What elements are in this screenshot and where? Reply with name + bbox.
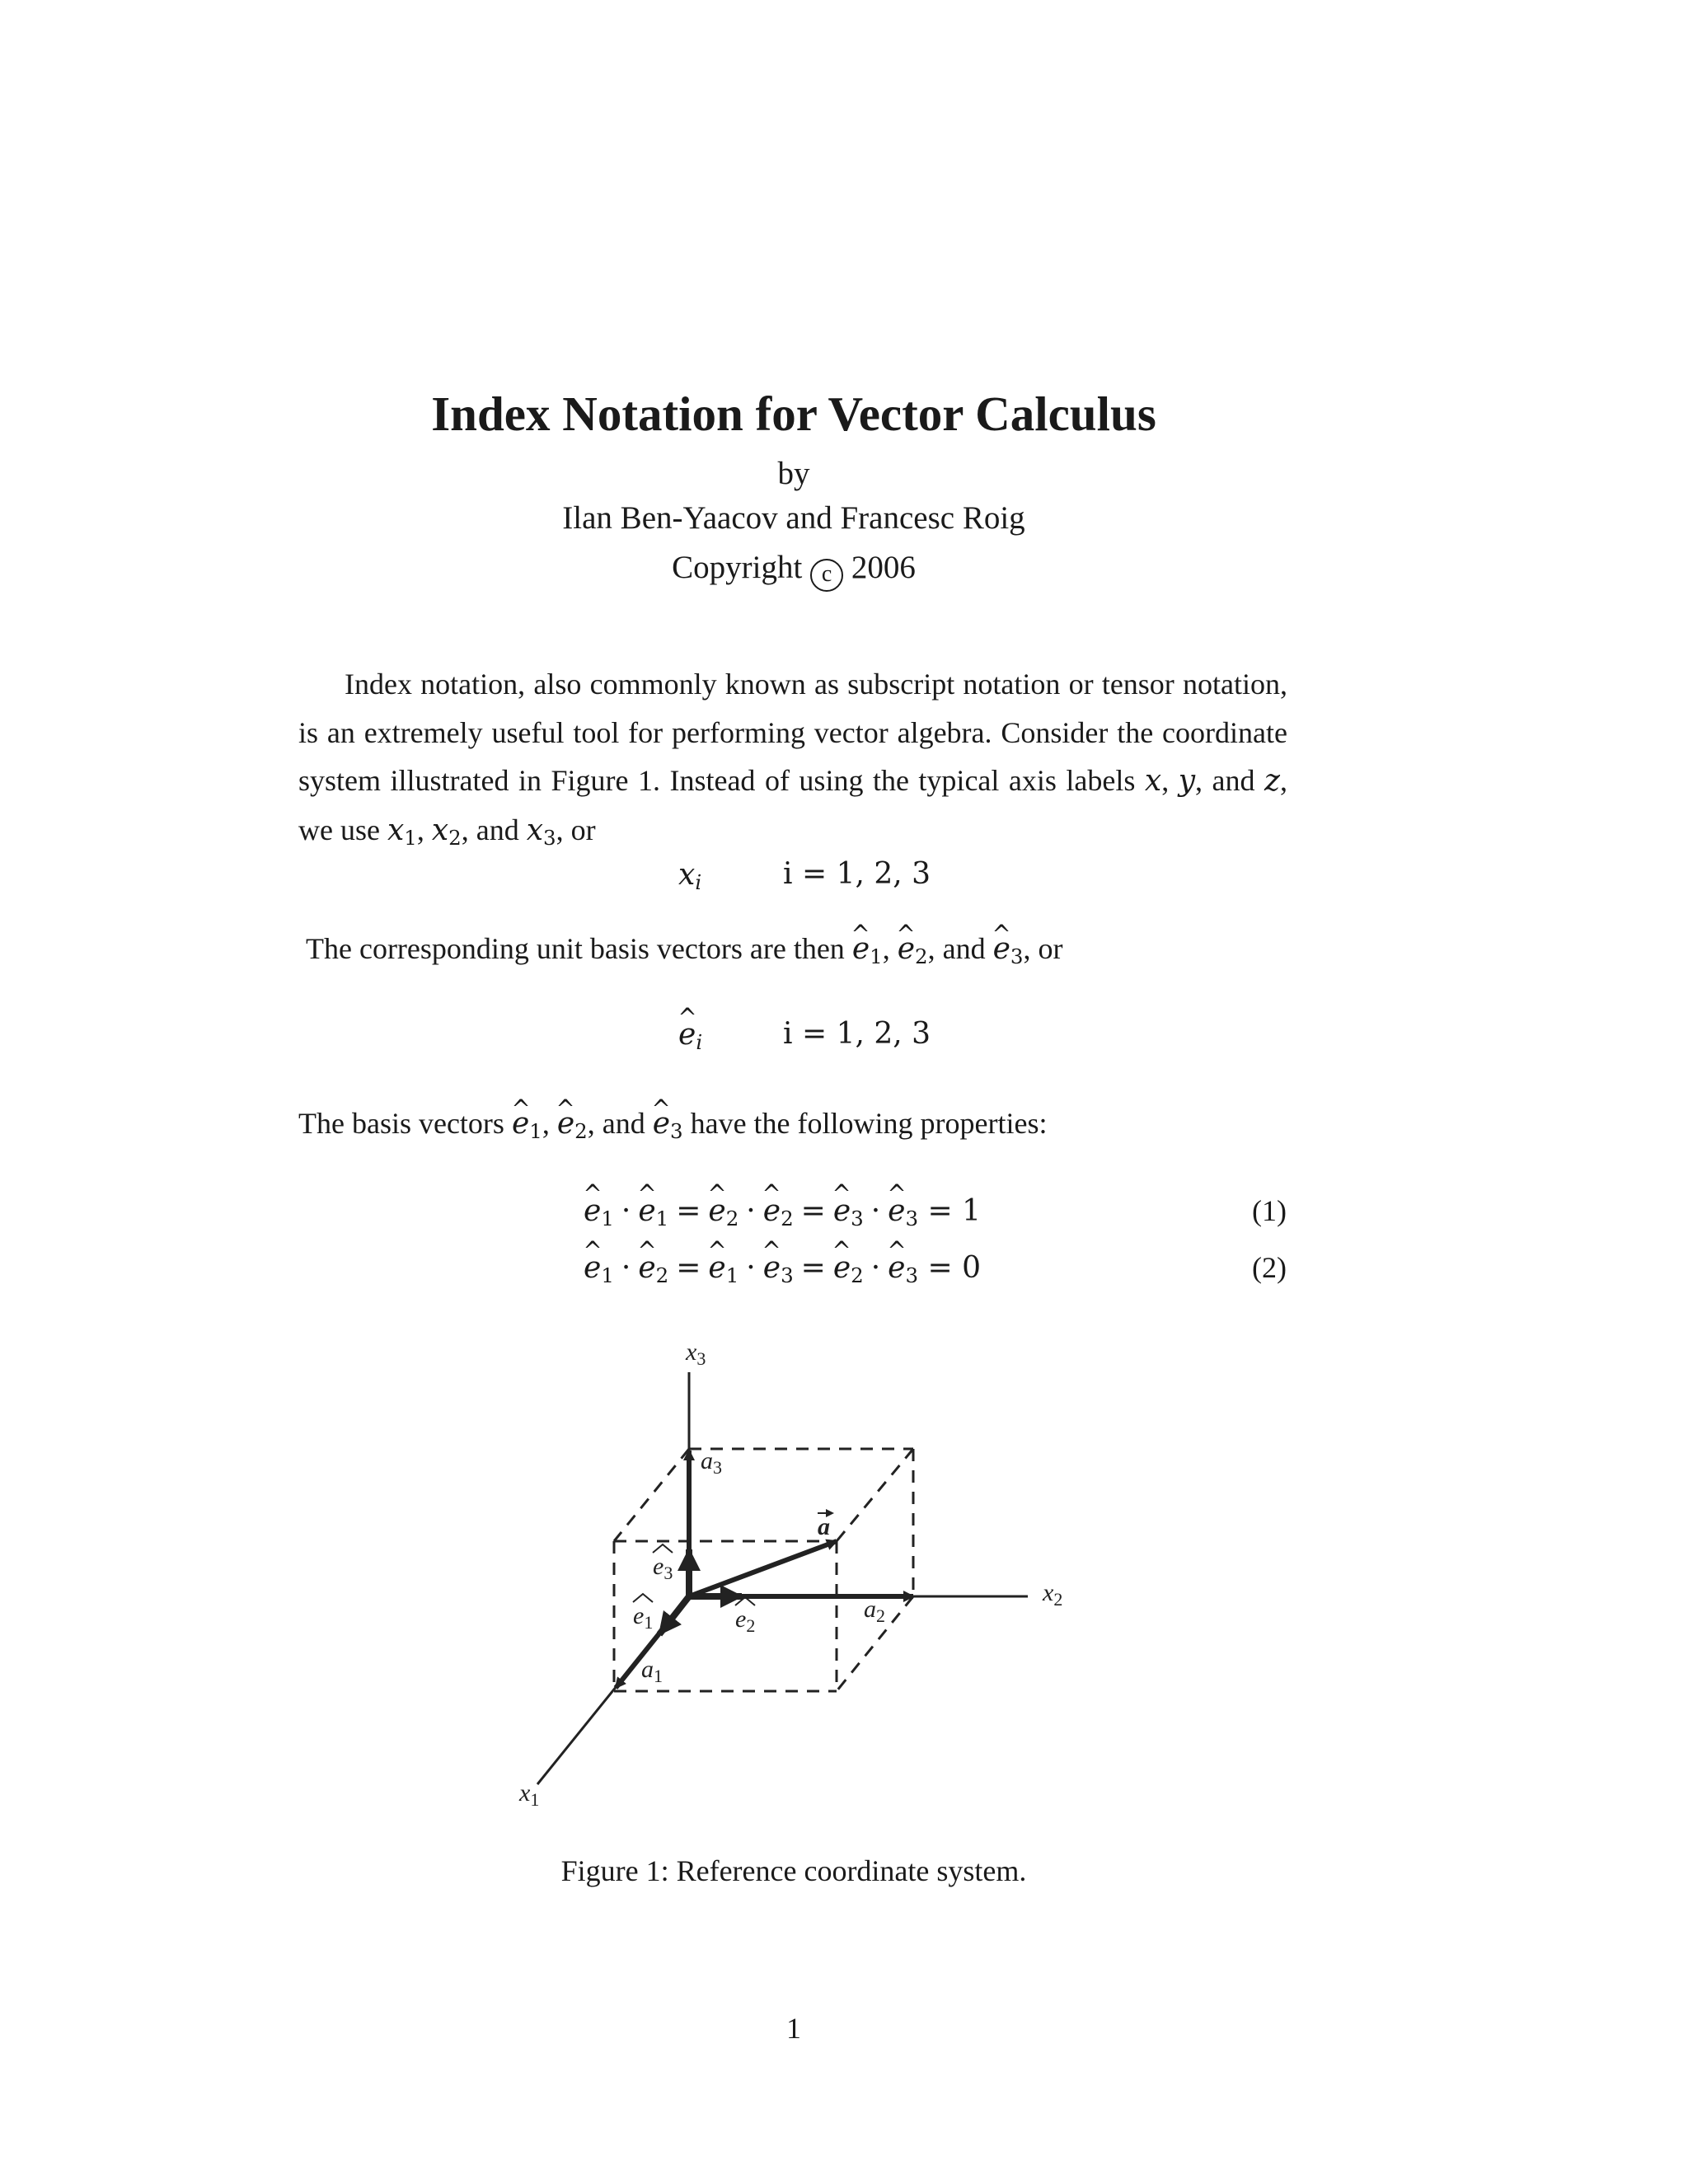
math-x: x	[1144, 764, 1162, 798]
para1-line4: we use $x_1$, $x_2$, and $x_3$, or	[298, 813, 596, 850]
page-number: 1	[786, 2012, 801, 2045]
display-ei-index: i	[696, 1030, 703, 1055]
copyright-symbol-letter: c	[821, 561, 832, 587]
label-vector-a: a	[818, 1513, 830, 1540]
label-x2: $x_2$	[1043, 1579, 1063, 1610]
equation-1-number: (1)	[1252, 1194, 1287, 1227]
equation-1: ^ $e_1$ · ^ $e_1$ = ^ $e_2$ · ^ $e_2$ = ^ $e_3$ · ^ $e_3 = 1$	[584, 1193, 981, 1228]
para3-and: , and	[587, 1107, 653, 1140]
copyright-label: Copyright	[672, 550, 803, 585]
authors: Ilan Ben-Yaacov and Francesc Roig	[562, 500, 1025, 536]
equation-2-number: (2)	[1252, 1251, 1287, 1284]
paper-title: Index Notation for Vector Calculus	[431, 387, 1156, 441]
hat-e3	[653, 1544, 673, 1553]
hat-e1	[633, 1594, 653, 1602]
para1-line3: system illustrated in Figure 1. Instead of using the typical axis labels x, y, and z,	[298, 764, 1288, 798]
display-xi-range: i = 1, 2, 3	[783, 857, 931, 891]
equation-2: ^ $e_1$ · ^ $e_2$ = ^ $e_1$ · ^ $e_3$ = ^ $e_2$ · ^ $e_3 = 0$	[584, 1250, 981, 1285]
para1-line1: Index notation, also commonly known as subscript notation or tensor notation,	[345, 668, 1287, 701]
equation-2-rhs: = 0	[918, 1251, 982, 1285]
para2-or: , or	[1023, 932, 1063, 965]
label-a2: $a_2$	[864, 1596, 885, 1626]
label-a1: $a_1$	[641, 1656, 663, 1686]
para1-line4-text: we use	[298, 813, 387, 846]
math-y: y	[1178, 764, 1196, 798]
para3-tail: have the following properties:	[682, 1107, 1048, 1140]
math-x3: $x_3$	[526, 813, 556, 850]
math-z: z	[1264, 764, 1281, 798]
figure-caption: Figure 1: Reference coordinate system.	[560, 1854, 1027, 1887]
math-x2: $x_2$	[431, 813, 462, 850]
paragraph-properties: The basis vectors ^ $e_1$, ^ $e_2$, and ^ $e_3$ have the following properties:	[298, 1099, 1047, 1149]
unit-vector-e1-arrow	[659, 1596, 689, 1634]
label-e3: $e_3$	[653, 1553, 673, 1583]
label-e2: $e_2$	[735, 1605, 756, 1636]
para1-line2: is an extremely useful tool for performing vector algebra. Consider the coordinate	[298, 715, 1287, 749]
by-line: by	[777, 456, 810, 491]
label-a3: $a_3$	[701, 1447, 722, 1478]
math-x1: $x_1$	[387, 813, 417, 850]
math-e1-b: ^ e	[512, 1100, 529, 1149]
vector-a-arrow	[689, 1541, 837, 1596]
para1-line3-text: system illustrated in Figure 1. Instead of using the typical axis labels	[298, 764, 1145, 797]
equation-1-rhs: = 1	[918, 1194, 982, 1228]
para1-line4-or: , or	[556, 813, 596, 846]
label-x3: $x_3$	[686, 1338, 706, 1369]
para2-and: , and	[927, 932, 993, 965]
math-e2-b: ^ e	[557, 1100, 574, 1149]
display-xi-symbol: x	[678, 858, 696, 892]
para3-text: The basis vectors	[298, 1107, 512, 1140]
label-x1: $x_1$	[519, 1779, 540, 1810]
math-e2: ^ e	[898, 926, 915, 974]
para1-line4-and: , and	[461, 813, 527, 846]
para2-text: The corresponding unit basis vectors are then	[306, 932, 852, 965]
math-e3-b: ^ e	[653, 1100, 670, 1149]
display-xi-index: i	[695, 870, 702, 895]
math-e3: ^ e	[993, 926, 1010, 974]
label-e1: $e_1$	[633, 1602, 654, 1633]
display-ei-symbol: ^ e	[678, 1018, 696, 1052]
copyright-year: 2006	[851, 550, 916, 585]
paragraph-basis: The corresponding unit basis vectors are then ^ $e_1$, ^ $e_2$, and ^ $e_3$, or	[306, 925, 1062, 974]
math-e1: ^ e	[852, 926, 870, 974]
display-ei-range: i = 1, 2, 3	[783, 1017, 931, 1051]
para1-line3-and: , and	[1195, 764, 1265, 797]
